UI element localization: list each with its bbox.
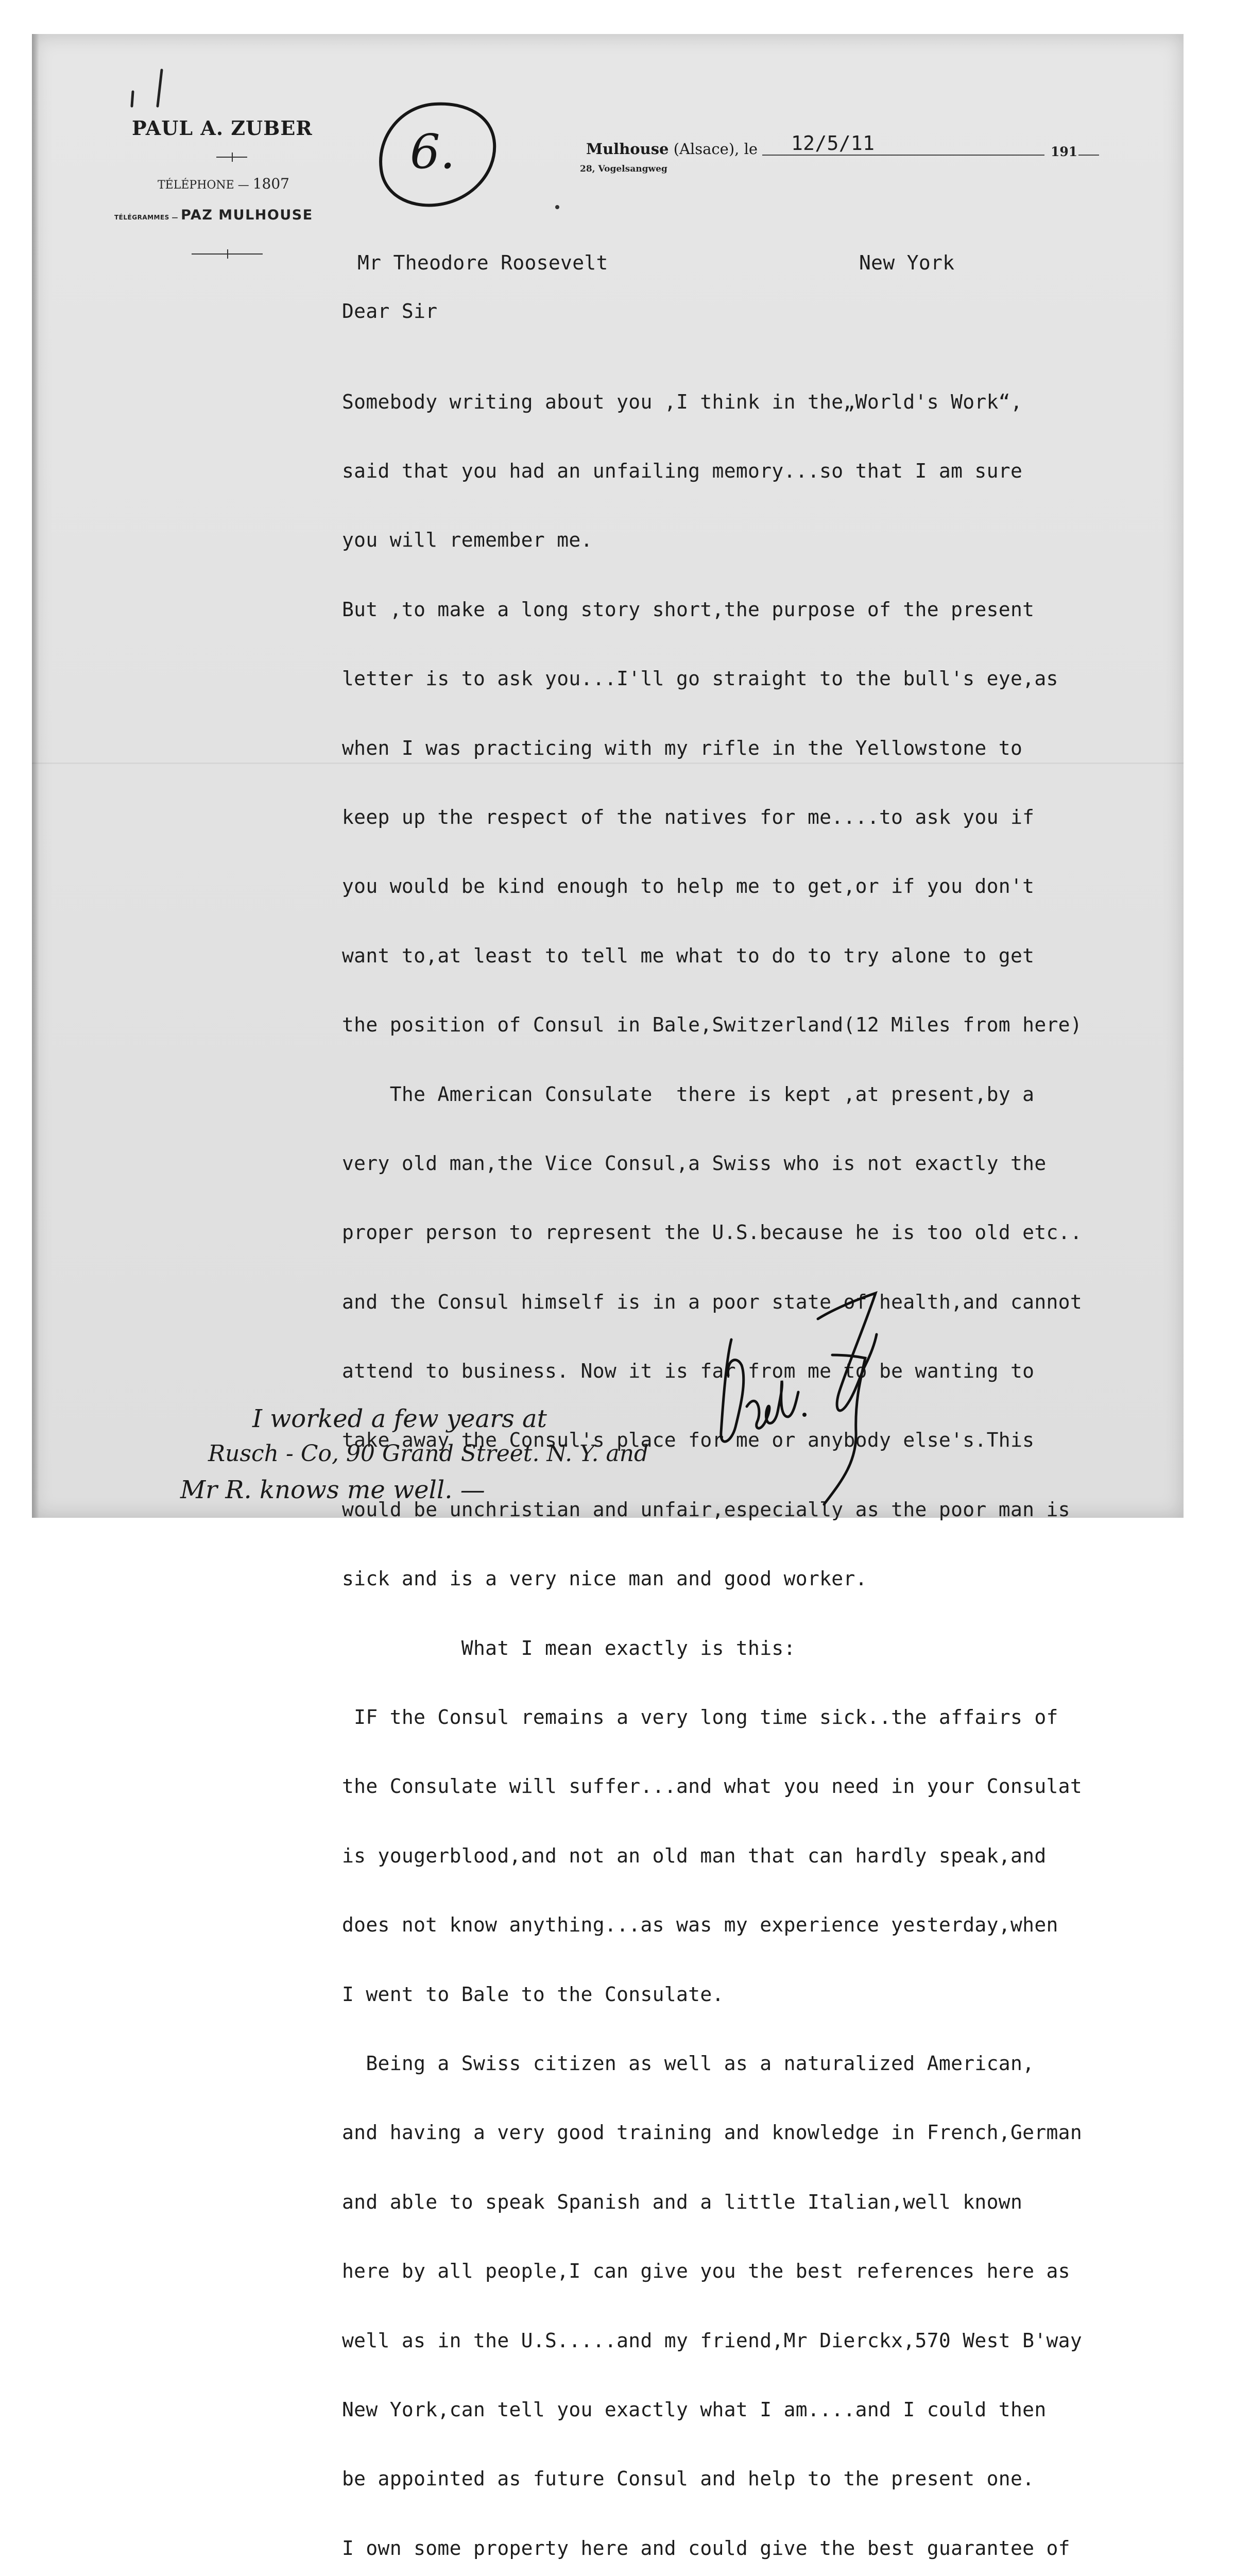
body-line: What I mean exactly is this: xyxy=(342,1636,796,1659)
handwritten-note xyxy=(170,1404,649,1520)
year-prefix: 191 xyxy=(1051,144,1078,159)
body-line: IF the Consul remains a very long time sick..the affairs of xyxy=(342,1706,1058,1729)
body-line: take away the Consul's place for me or anybody else's.This xyxy=(342,1429,1035,1452)
note-line: I worked a few years at xyxy=(252,1404,547,1433)
body-line: keep up the respect of the natives for me....to ask you if xyxy=(342,805,1035,828)
salutation: Dear Sir xyxy=(342,300,438,323)
body-line: very old man,the Vice Consul,a Swiss who is not exactly the xyxy=(342,1151,1047,1175)
body-line: you will remember me. xyxy=(342,529,593,552)
body-line: The American Consulate there is kept ,at present,by a xyxy=(342,1082,1035,1106)
street-address: 28, Vogelsangweg xyxy=(580,164,667,174)
body-line: you would be kind enough to help me to get,or if you don't xyxy=(342,875,1035,898)
recipient-name: Mr Theodore Roosevelt xyxy=(357,251,608,274)
body-line: and able to speak Spanish and a little Italian,well known xyxy=(342,2190,1023,2213)
sheet-shadow-edge xyxy=(32,34,39,1518)
circled-number-annotation xyxy=(374,101,501,209)
pencil-tick-marks xyxy=(129,67,175,108)
body-line: be appointed as future Consul and help to the present one. xyxy=(342,2467,1035,2490)
body-line: well as in the U.S.....and my friend,Mr Dierckx,570 West B'way xyxy=(342,2329,1083,2352)
letterhead-rule-lower xyxy=(192,253,263,255)
region-label: (Alsace), le xyxy=(673,140,758,158)
letterhead-telegram xyxy=(114,207,313,223)
body-line: I own some property here and could give the best guarantee of xyxy=(342,2536,1070,2560)
body-line: attend to business. Now it is far from me to be wanting to xyxy=(342,1360,1035,1383)
note-line: Mr R. knows me well. — xyxy=(180,1476,485,1504)
telegram-address: PAZ MULHOUSE xyxy=(181,207,313,223)
body-line: the Consulate will suffer...and what you need in your Consulat xyxy=(342,1775,1083,1798)
telegram-label: TÉLÉGRAMMES — xyxy=(114,214,179,221)
city-name: Mulhouse xyxy=(586,140,669,158)
body-line: proper person to represent the U.S.because he is too old etc.. xyxy=(342,1221,1083,1244)
body-line: New York,can tell you exactly what I am....and I could then xyxy=(342,2398,1047,2421)
body-line: is yougerblood,and not an old man that can hardly speak,and xyxy=(342,1844,1047,1867)
body-line: letter is to ask you...I'll go straight to the bull's eye,as xyxy=(342,667,1058,690)
note-line: Rusch - Co, 90 Grand Street. N. Y. and xyxy=(208,1440,649,1467)
body-line: Being a Swiss citizen as well as a naturalized American, xyxy=(342,2052,1035,2075)
letterhead-rule xyxy=(216,157,247,158)
letterhead-telephone xyxy=(158,175,289,192)
body-line: Somebody writing about you ,I think in the„World's Work“, xyxy=(342,390,1023,413)
ink-speck xyxy=(555,205,559,209)
body-line: sick and is a very nice man and good worker. xyxy=(342,1567,867,1590)
body-line: I went to Bale to the Consulate. xyxy=(342,1982,724,2006)
body-line: said that you had an unfailing memory...so that I am sure xyxy=(342,459,1023,482)
handwritten-signature xyxy=(711,1278,896,1515)
body-line: the position of Consul in Bale,Switzerland(12 Miles from here) xyxy=(342,1013,1083,1037)
body-line: want to,at least to tell me what to do to try alone to get xyxy=(342,944,1035,967)
letter-date: 12/5/11 xyxy=(791,132,875,155)
body-line: does not know anything...as was my experience yesterday,when xyxy=(342,1913,1058,1937)
recipient-city: New York xyxy=(859,251,955,274)
letterhead-name: PAUL A. ZUBER xyxy=(132,116,313,140)
body-line: But ,to make a long story short,the purpose of the present xyxy=(342,598,1035,621)
body-line: and the Consul himself is in a poor state of health,and cannot xyxy=(342,1290,1083,1313)
circled-number-text: 6. xyxy=(410,124,455,179)
telephone-number: 1807 xyxy=(252,175,289,192)
year-rule xyxy=(1078,155,1099,156)
letterhead-place xyxy=(586,140,758,158)
body-line: when I was practicing with my rifle in the Yellowstone to xyxy=(342,736,1023,759)
body-line: would be unchristian and unfair,especially as the poor man is xyxy=(342,1498,1070,1521)
body-line: and having a very good training and knowledge in French,German xyxy=(342,2121,1083,2144)
body-line: here by all people,I can give you the best references here as xyxy=(342,2260,1070,2283)
telephone-label: TÉLÉPHONE — xyxy=(158,179,249,192)
